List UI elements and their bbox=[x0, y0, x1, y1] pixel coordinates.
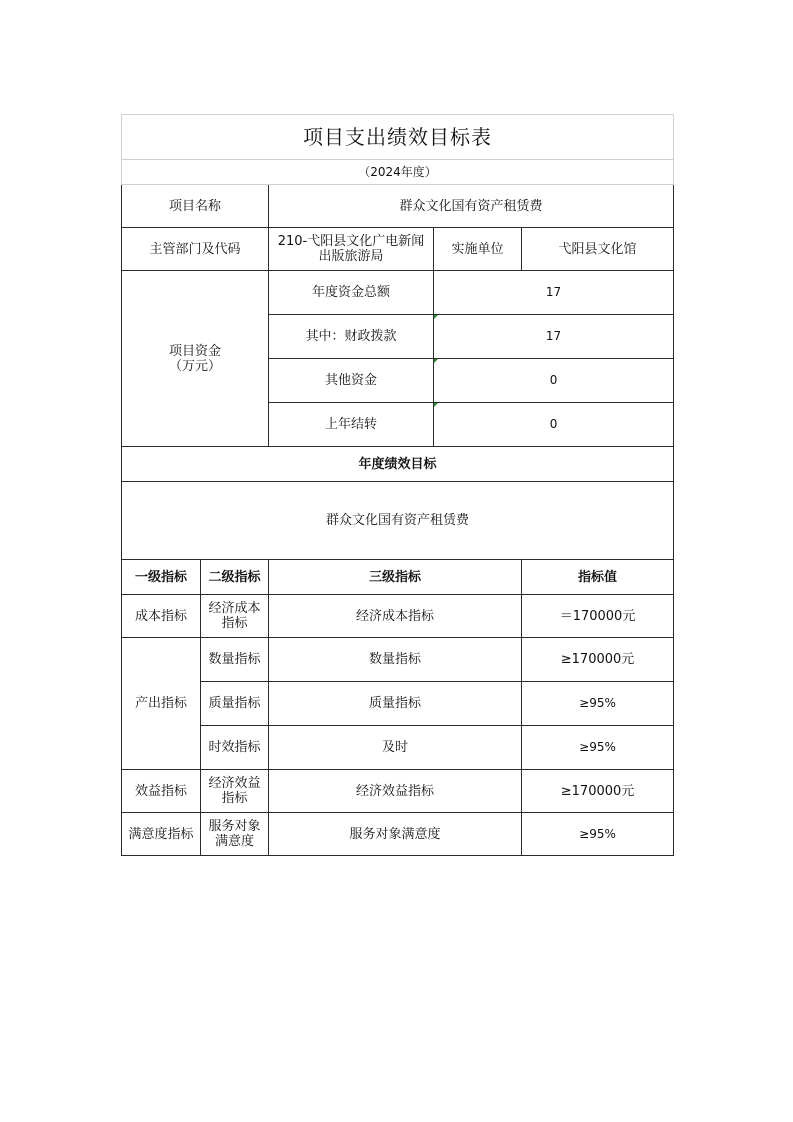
output-quantity-level3: 数量指标 bbox=[269, 638, 522, 682]
funds-other-value: 0 bbox=[434, 359, 674, 403]
funds-total-label: 年度资金总额 bbox=[269, 271, 434, 315]
funds-fiscal-label: 其中：财政拨款 bbox=[269, 315, 434, 359]
performance-target-sheet bbox=[121, 114, 673, 856]
department-label: 主管部门及代码 bbox=[122, 228, 269, 271]
annual-goal-content: 群众文化国有资产租赁费 bbox=[122, 482, 674, 560]
output-quantity-level2: 数量指标 bbox=[201, 638, 269, 682]
funds-other-label: 其他资金 bbox=[269, 359, 434, 403]
satisfaction-level1: 满意度指标 bbox=[122, 813, 201, 856]
satisfaction-value: ≥95% bbox=[522, 813, 674, 856]
project-name-label: 项目名称 bbox=[122, 185, 269, 228]
output-level1: 产出指标 bbox=[122, 638, 201, 770]
funds-total-value: 17 bbox=[434, 271, 674, 315]
implementing-unit-value: 弋阳县文化馆 bbox=[522, 228, 674, 271]
cost-level3: 经济成本指标 bbox=[269, 595, 522, 638]
year-label: （2024年度） bbox=[122, 160, 674, 185]
header-value: 指标值 bbox=[522, 560, 674, 595]
page-title: 项目支出绩效目标表 bbox=[122, 115, 674, 160]
satisfaction-level3: 服务对象满意度 bbox=[269, 813, 522, 856]
output-timeliness-level2: 时效指标 bbox=[201, 726, 269, 770]
header-level1: 一级指标 bbox=[122, 560, 201, 595]
funds-label bbox=[122, 271, 269, 447]
header-level2: 二级指标 bbox=[201, 560, 269, 595]
funds-carryover-value: 0 bbox=[434, 403, 674, 447]
cost-value: ＝170000元 bbox=[522, 595, 674, 638]
funds-label-line2: （万元） bbox=[168, 358, 221, 374]
department-value: 210-弋阳县文化广电新闻出版旅游局 bbox=[269, 228, 434, 271]
satisfaction-level2: 服务对象满意度 bbox=[201, 813, 269, 856]
funds-carryover-label: 上年结转 bbox=[269, 403, 434, 447]
cost-level2: 经济成本指标 bbox=[201, 595, 269, 638]
implementing-unit-label: 实施单位 bbox=[434, 228, 522, 271]
output-quality-level2: 质量指标 bbox=[201, 682, 269, 726]
benefit-level3: 经济效益指标 bbox=[269, 770, 522, 813]
benefit-level1: 效益指标 bbox=[122, 770, 201, 813]
funds-fiscal-value: 17 bbox=[434, 315, 674, 359]
output-quality-level3: 质量指标 bbox=[269, 682, 522, 726]
funds-label-line1: 项目资金 bbox=[168, 343, 221, 359]
output-quantity-value: ≥170000元 bbox=[522, 638, 674, 682]
cost-level1: 成本指标 bbox=[122, 595, 201, 638]
benefit-level2: 经济效益指标 bbox=[201, 770, 269, 813]
annual-goal-header: 年度绩效目标 bbox=[122, 447, 674, 482]
performance-target-table bbox=[121, 114, 674, 856]
output-timeliness-level3: 及时 bbox=[269, 726, 522, 770]
output-quality-value: ≥95% bbox=[522, 682, 674, 726]
header-level3: 三级指标 bbox=[269, 560, 522, 595]
benefit-value: ≥170000元 bbox=[522, 770, 674, 813]
project-name-value: 群众文化国有资产租赁费 bbox=[269, 185, 674, 228]
output-timeliness-value: ≥95% bbox=[522, 726, 674, 770]
